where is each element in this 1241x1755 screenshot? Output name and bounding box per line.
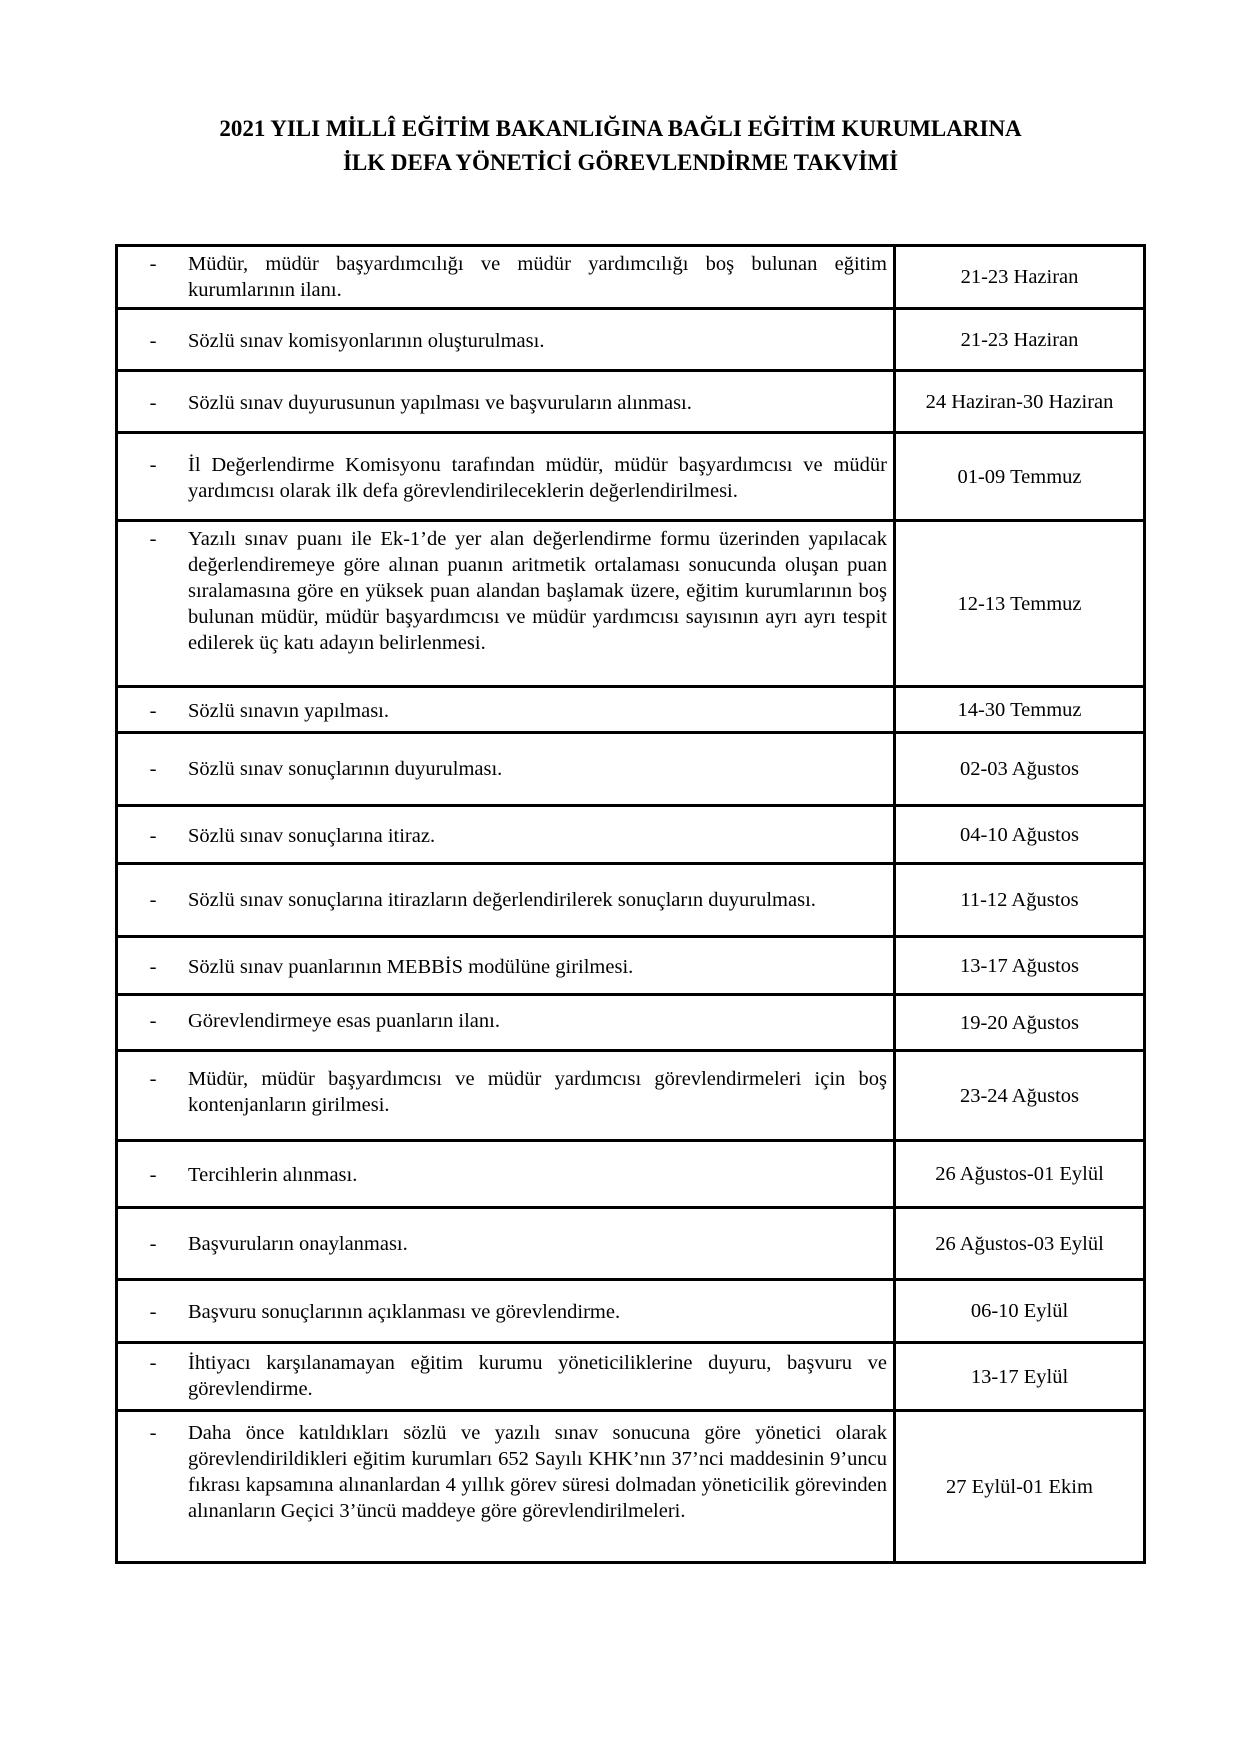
date-cell: 04-10 Ağustos (895, 806, 1145, 864)
dash-marker: - (149, 454, 157, 476)
dash-marker: - (149, 253, 157, 275)
task-text: Tercihlerin alınması. (188, 1164, 358, 1186)
dash-marker: - (149, 758, 157, 780)
dash-marker: - (149, 825, 157, 847)
date-cell: 02-03 Ağustos (895, 733, 1145, 806)
task-cell (117, 1208, 895, 1280)
task-text: Sözlü sınav puanlarının MEBBİS modülüne girilmesi. (188, 956, 634, 978)
task-text: Yazılı sınav puanı ile Ek-1’de yer alan değerlendirme formu üzerinden yapılacak değerlendiremeye göre alınan puanın aritmetik ortalaması sonucunda oluşan puan sıralamasına göre en yüksek puan alandan başlamak üzere, eğitim kurumlarının boş bulunan müdür, müdür başyardımcısı ve müdür yardımcısı sayısının ayrı ayrı tespit edilerek üç katı adayın belirlenmesi. (188, 528, 887, 654)
schedule-table (115, 244, 1146, 1564)
document-title (0, 112, 1241, 180)
task-text: Sözlü sınav komisyonlarının oluşturulması. (188, 330, 545, 352)
task-text: İhtiyacı karşılanamayan eğitim kurumu yöneticiliklerine duyuru, başvuru ve görevlendirme. (188, 1352, 887, 1400)
date-cell: 12-13 Temmuz (895, 521, 1145, 687)
table-row (117, 1280, 1145, 1343)
dash-marker: - (149, 956, 157, 978)
task-cell (117, 1141, 895, 1208)
table-row (117, 864, 1145, 937)
table-row (117, 687, 1145, 733)
dash-marker: - (149, 1422, 157, 1444)
table-row (117, 733, 1145, 806)
dash-marker: - (149, 528, 157, 550)
date-cell: 11-12 Ağustos (895, 864, 1145, 937)
task-cell (117, 1051, 895, 1141)
task-text: Sözlü sınav sonuçlarına itiraz. (188, 825, 436, 847)
table-row (117, 521, 1145, 687)
table-row (117, 1051, 1145, 1141)
task-text: Sözlü sınav sonuçlarına itirazların değerlendirilerek sonuçların duyurulması. (188, 889, 816, 911)
task-cell (117, 937, 895, 995)
task-cell (117, 1411, 895, 1563)
task-text: Sözlü sınav duyurusunun yapılması ve başvuruların alınması. (188, 392, 692, 414)
date-cell: 19-20 Ağustos (895, 995, 1145, 1051)
table-row (117, 1343, 1145, 1411)
dash-marker: - (149, 1233, 157, 1255)
task-cell (117, 246, 895, 309)
date-cell: 23-24 Ağustos (895, 1051, 1145, 1141)
task-cell (117, 309, 895, 371)
table-row (117, 1141, 1145, 1208)
date-cell: 26 Ağustos-03 Eylül (895, 1208, 1145, 1280)
table-row (117, 246, 1145, 309)
task-cell (117, 806, 895, 864)
dash-marker: - (149, 1010, 157, 1032)
dash-marker: - (149, 1164, 157, 1186)
task-cell (117, 995, 895, 1051)
dash-marker: - (149, 1352, 157, 1374)
task-text: Sözlü sınavın yapılması. (188, 700, 389, 722)
date-cell: 13-17 Eylül (895, 1343, 1145, 1411)
date-cell: 26 Ağustos-01 Eylül (895, 1141, 1145, 1208)
task-cell (117, 371, 895, 433)
task-cell (117, 433, 895, 521)
dash-marker: - (149, 392, 157, 414)
table-row (117, 1208, 1145, 1280)
task-cell (117, 864, 895, 937)
task-text: Müdür, müdür başyardımcısı ve müdür yardımcısı görevlendirmeleri için boş kontenjanların girilmesi. (188, 1068, 887, 1116)
date-cell: 24 Haziran-30 Haziran (895, 371, 1145, 433)
table-row (117, 433, 1145, 521)
task-text: İl Değerlendirme Komisyonu tarafından müdür, müdür başyardımcısı ve müdür yardımcısı olarak ilk defa görevlendirileceklerin değerlendirilmesi. (188, 454, 887, 502)
date-cell: 13-17 Ağustos (895, 937, 1145, 995)
task-cell (117, 1280, 895, 1343)
table-row (117, 937, 1145, 995)
dash-marker: - (149, 330, 157, 352)
table-row (117, 371, 1145, 433)
date-cell: 21-23 Haziran (895, 309, 1145, 371)
task-text: Başvuruların onaylanması. (188, 1233, 408, 1255)
dash-marker: - (149, 889, 157, 911)
table-row (117, 995, 1145, 1051)
task-cell (117, 1343, 895, 1411)
task-text: Sözlü sınav sonuçlarının duyurulması. (188, 758, 503, 780)
table-row (117, 806, 1145, 864)
table-row (117, 1411, 1145, 1563)
table-row (117, 309, 1145, 371)
date-cell: 21-23 Haziran (895, 246, 1145, 309)
date-cell: 06-10 Eylül (895, 1280, 1145, 1343)
dash-marker: - (149, 700, 157, 722)
title-line-2: İLK DEFA YÖNETİCİ GÖREVLENDİRME TAKVİMİ (342, 150, 899, 175)
date-cell: 27 Eylül-01 Ekim (895, 1411, 1145, 1563)
title-line-1: 2021 YILI MİLLÎ EĞİTİM BAKANLIĞINA BAĞLI EĞİTİM KURUMLARINA (219, 116, 1022, 141)
task-text: Müdür, müdür başyardımcılığı ve müdür yardımcılığı boş bulunan eğitim kurumlarının ilanı. (188, 253, 887, 301)
task-text: Görevlendirmeye esas puanların ilanı. (188, 1010, 500, 1032)
task-cell (117, 733, 895, 806)
task-text: Daha önce katıldıkları sözlü ve yazılı sınav sonucuna göre yönetici olarak görevlendirildikleri eğitim kurumları 652 Sayılı KHK’nın 37’nci maddesinin 9’uncu fıkrası kapsamına alınanlardan 4 yıllık görev süresi dolmadan yöneticilik görevinden alınanların Geçici 3’üncü maddeye göre görevlendirilmeleri. (188, 1422, 887, 1522)
date-cell: 14-30 Temmuz (895, 687, 1145, 733)
dash-marker: - (149, 1068, 157, 1090)
task-text: Başvuru sonuçlarının açıklanması ve görevlendirme. (188, 1301, 621, 1323)
task-cell (117, 687, 895, 733)
task-cell (117, 521, 895, 687)
dash-marker: - (149, 1301, 157, 1323)
date-cell: 01-09 Temmuz (895, 433, 1145, 521)
